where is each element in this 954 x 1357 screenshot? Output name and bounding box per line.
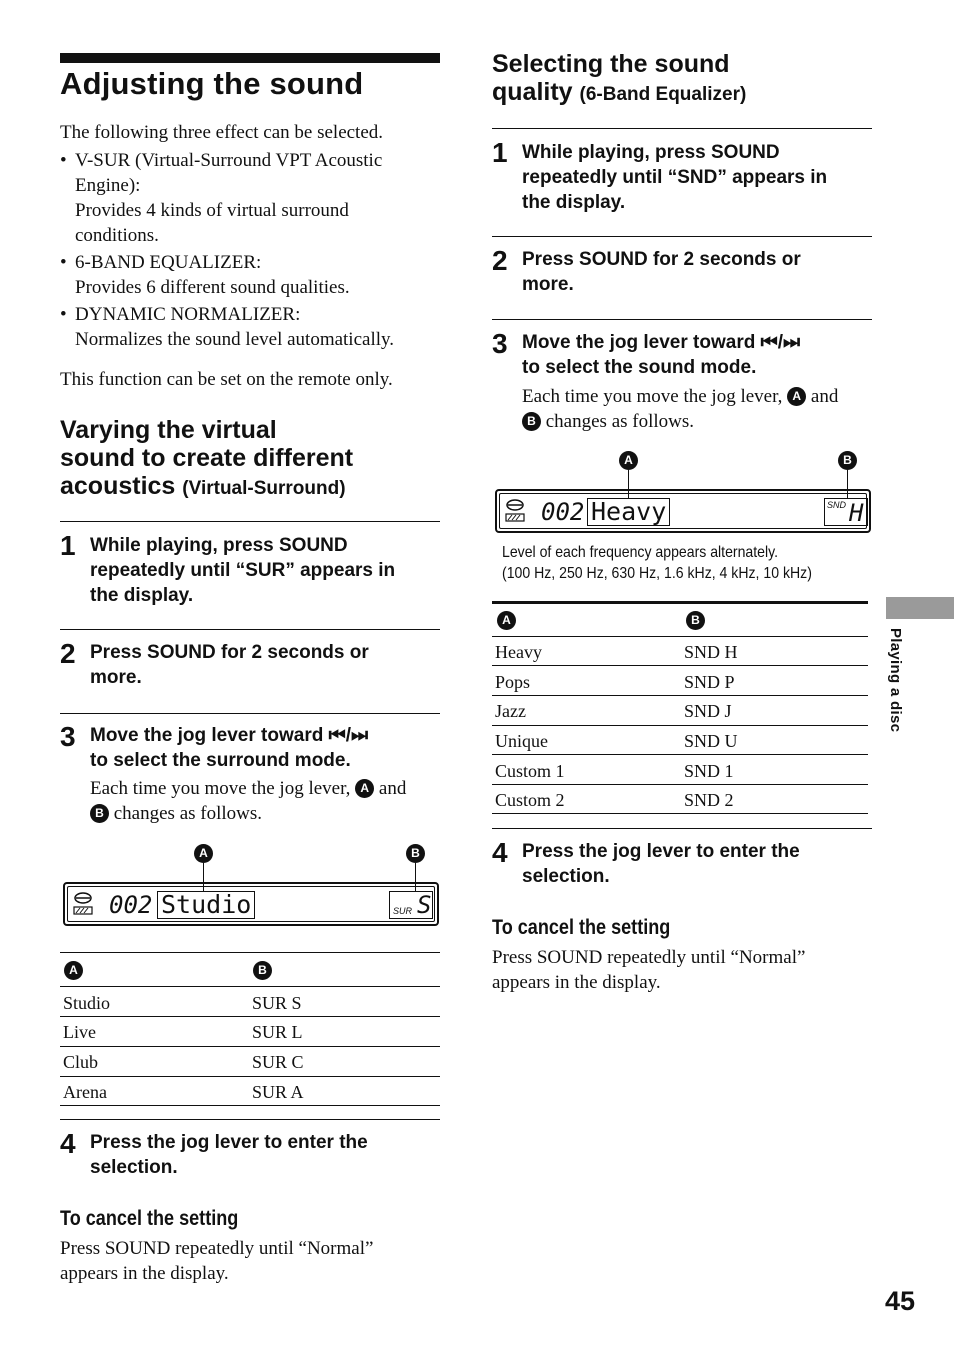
step-number: 4 xyxy=(60,1128,76,1159)
divider xyxy=(60,1119,440,1120)
table-rule xyxy=(492,784,868,785)
cancel-heading: To cancel the setting xyxy=(60,1207,239,1230)
step-4-text xyxy=(90,1130,440,1180)
table-rule xyxy=(60,1076,440,1077)
table-cell: Custom 2 xyxy=(495,790,565,810)
table-head-a-icon: A xyxy=(64,961,83,980)
table-cell: Live xyxy=(63,1022,96,1042)
step-line: Press the jog lever to enter the xyxy=(522,841,800,862)
step-line: the display. xyxy=(90,585,194,606)
step-line: Press SOUND for 2 seconds or xyxy=(90,642,369,663)
table-rule xyxy=(492,665,868,666)
table-rule xyxy=(60,1105,440,1106)
step-line: Press the jog lever to enter the xyxy=(90,1132,368,1153)
intro-text: The following three effect can be selected. xyxy=(60,122,384,143)
table-cell: SUR A xyxy=(252,1082,304,1102)
lcd-mode-word: Studio xyxy=(157,891,255,919)
section-title-line: Selecting the sound xyxy=(492,50,730,78)
bullet-dot: • xyxy=(60,150,67,171)
cancel-line: Press SOUND repeatedly until “Normal” xyxy=(492,947,806,968)
section-title-line: sound to create different xyxy=(60,444,354,472)
marker-a-icon: A xyxy=(787,387,806,406)
table-head-b-icon: B xyxy=(686,611,705,630)
note-text: Each time you move the jog lever, xyxy=(522,386,783,407)
disc-icon xyxy=(504,499,526,523)
lcd-letter: H xyxy=(849,499,864,527)
lcd-display-surround xyxy=(63,882,439,926)
step-line: Move the jog lever toward ⏮/⏭ xyxy=(522,332,801,353)
lcd-tag-box xyxy=(389,891,433,919)
section-title-surround xyxy=(60,416,353,503)
step-line: to select the sound mode. xyxy=(522,357,757,378)
table-rule xyxy=(492,725,868,726)
note-text: and xyxy=(378,778,407,799)
divider xyxy=(492,828,872,829)
frequency-caption xyxy=(502,542,812,584)
table-cell: SND H xyxy=(684,642,738,662)
lcd-mode-word: Heavy xyxy=(587,498,670,526)
section-title-line: quality xyxy=(492,78,573,106)
marker-b-icon: B xyxy=(838,451,857,470)
lcd-track-number: 002 xyxy=(541,498,585,526)
table-cell: Arena xyxy=(63,1082,107,1102)
table-rule xyxy=(60,952,440,953)
table-cell: Club xyxy=(63,1052,99,1072)
section-title-line: acoustics xyxy=(60,472,176,500)
table-cell: Studio xyxy=(63,993,111,1013)
divider xyxy=(492,319,872,320)
step-4-text xyxy=(522,839,872,889)
page-number: 45 xyxy=(885,1286,916,1316)
step-line: selection. xyxy=(522,866,610,887)
marker-b-icon: B xyxy=(90,804,109,823)
chapter-tab xyxy=(886,597,954,619)
section-title-sub: (Virtual-Surround) xyxy=(182,478,346,499)
table-cell: SND P xyxy=(684,672,735,692)
page-title: Adjusting the sound xyxy=(60,66,364,101)
note-text: changes as follows. xyxy=(113,803,263,824)
table-rule xyxy=(492,636,868,637)
bullet-line: DYNAMIC NORMALIZER: xyxy=(75,304,301,325)
table-rule xyxy=(60,1016,440,1017)
table-rule xyxy=(60,986,440,987)
step-line: more. xyxy=(522,274,574,295)
step-number: 2 xyxy=(60,638,76,669)
step-1-text xyxy=(522,140,872,215)
disc-icon xyxy=(72,892,94,916)
cancel-heading: To cancel the setting xyxy=(492,916,671,939)
table-cell: SND U xyxy=(684,731,738,751)
table-cell: SND 1 xyxy=(684,761,734,781)
table-cell: SUR L xyxy=(252,1022,303,1042)
table-cell: Unique xyxy=(495,731,548,751)
remote-note: This function can be set on the remote only. xyxy=(60,369,393,390)
step-number: 1 xyxy=(60,530,76,561)
step-line: Move the jog lever toward ⏮/⏭ xyxy=(90,725,369,746)
step-3-text xyxy=(90,723,440,773)
marker-b-icon: B xyxy=(406,844,425,863)
caption-line: Level of each frequency appears alternately. xyxy=(502,544,779,561)
bullet-line: Engine): xyxy=(75,175,141,196)
table-cell: SND J xyxy=(684,701,732,721)
bullet-line: Provides 6 different sound qualities. xyxy=(75,277,350,298)
step-number: 3 xyxy=(492,328,508,359)
bullet-dot: • xyxy=(60,252,67,273)
step-line: to select the surround mode. xyxy=(90,750,351,771)
step-line: repeatedly until “SUR” appears in xyxy=(90,560,396,581)
table-rule xyxy=(60,1046,440,1047)
divider xyxy=(492,236,872,237)
bullet-line: conditions. xyxy=(75,225,159,246)
lcd-track-number: 002 xyxy=(109,891,153,919)
lcd-tag-box xyxy=(824,498,868,526)
chapter-label: Playing a disc xyxy=(887,628,904,733)
cancel-text xyxy=(60,1236,440,1286)
marker-a-icon: A xyxy=(355,779,374,798)
divider xyxy=(60,629,440,630)
marker-b-icon: B xyxy=(522,412,541,431)
step-number: 4 xyxy=(492,837,508,868)
bullet-line: 6-BAND EQUALIZER: xyxy=(75,252,262,273)
table-cell: SUR C xyxy=(252,1052,304,1072)
section-title-sub: (6-Band Equalizer) xyxy=(579,84,747,105)
table-rule xyxy=(492,813,868,814)
bullet-line: Normalizes the sound level automatically. xyxy=(75,329,395,350)
cancel-line: appears in the display. xyxy=(492,972,661,993)
lcd-display-equalizer xyxy=(495,489,871,533)
divider xyxy=(60,521,440,522)
step-2-text xyxy=(522,247,872,297)
step-line: While playing, press SOUND xyxy=(90,535,348,556)
step-number: 3 xyxy=(60,721,76,752)
lcd-tag: SND xyxy=(827,500,847,510)
note-text: Each time you move the jog lever, xyxy=(90,778,351,799)
step-line: the display. xyxy=(522,192,626,213)
step-number: 2 xyxy=(492,245,508,276)
step-3-text xyxy=(522,330,872,380)
note-text: and xyxy=(810,386,839,407)
bullet-line: Provides 4 kinds of virtual surround xyxy=(75,200,349,221)
marker-a-icon: A xyxy=(619,451,638,470)
marker-a-icon: A xyxy=(194,844,213,863)
table-cell: SND 2 xyxy=(684,790,734,810)
step-number: 1 xyxy=(492,137,508,168)
step-line: repeatedly until “SND” appears in xyxy=(522,167,828,188)
step-line: Press SOUND for 2 seconds or xyxy=(522,249,801,270)
table-rule xyxy=(492,695,868,696)
divider xyxy=(60,713,440,714)
table-cell: Custom 1 xyxy=(495,761,565,781)
step-line: more. xyxy=(90,667,142,688)
step-2-text xyxy=(90,640,440,690)
cancel-line: Press SOUND repeatedly until “Normal” xyxy=(60,1238,374,1259)
lcd-letter: S xyxy=(417,891,432,919)
section-title-equalizer xyxy=(492,50,746,109)
table-head-b-icon: B xyxy=(253,961,272,980)
step-1-text xyxy=(90,533,440,608)
section-title-line: Varying the virtual xyxy=(60,416,277,444)
table-rule xyxy=(492,601,868,604)
cancel-text xyxy=(492,945,872,995)
lcd-tag: SUR xyxy=(393,906,413,916)
step-line: While playing, press SOUND xyxy=(522,142,780,163)
bullet-line: V-SUR (Virtual-Surround VPT Acoustic xyxy=(75,150,383,171)
cancel-line: appears in the display. xyxy=(60,1263,229,1284)
table-cell: Jazz xyxy=(495,701,526,721)
table-rule xyxy=(492,754,868,755)
bullet-dot: • xyxy=(60,304,67,325)
table-cell: Pops xyxy=(495,672,531,692)
table-cell: SUR S xyxy=(252,993,302,1013)
caption-line: (100 Hz, 250 Hz, 630 Hz, 1.6 kHz, 4 kHz, 10 kHz) xyxy=(502,565,812,582)
note-text: changes as follows. xyxy=(545,411,695,432)
table-head-a-icon: A xyxy=(497,611,516,630)
step-3-note xyxy=(90,776,440,826)
top-rule xyxy=(60,53,440,63)
step-line: selection. xyxy=(90,1157,178,1178)
step-3-note xyxy=(522,384,872,434)
divider xyxy=(492,128,872,129)
table-cell: Heavy xyxy=(495,642,542,662)
